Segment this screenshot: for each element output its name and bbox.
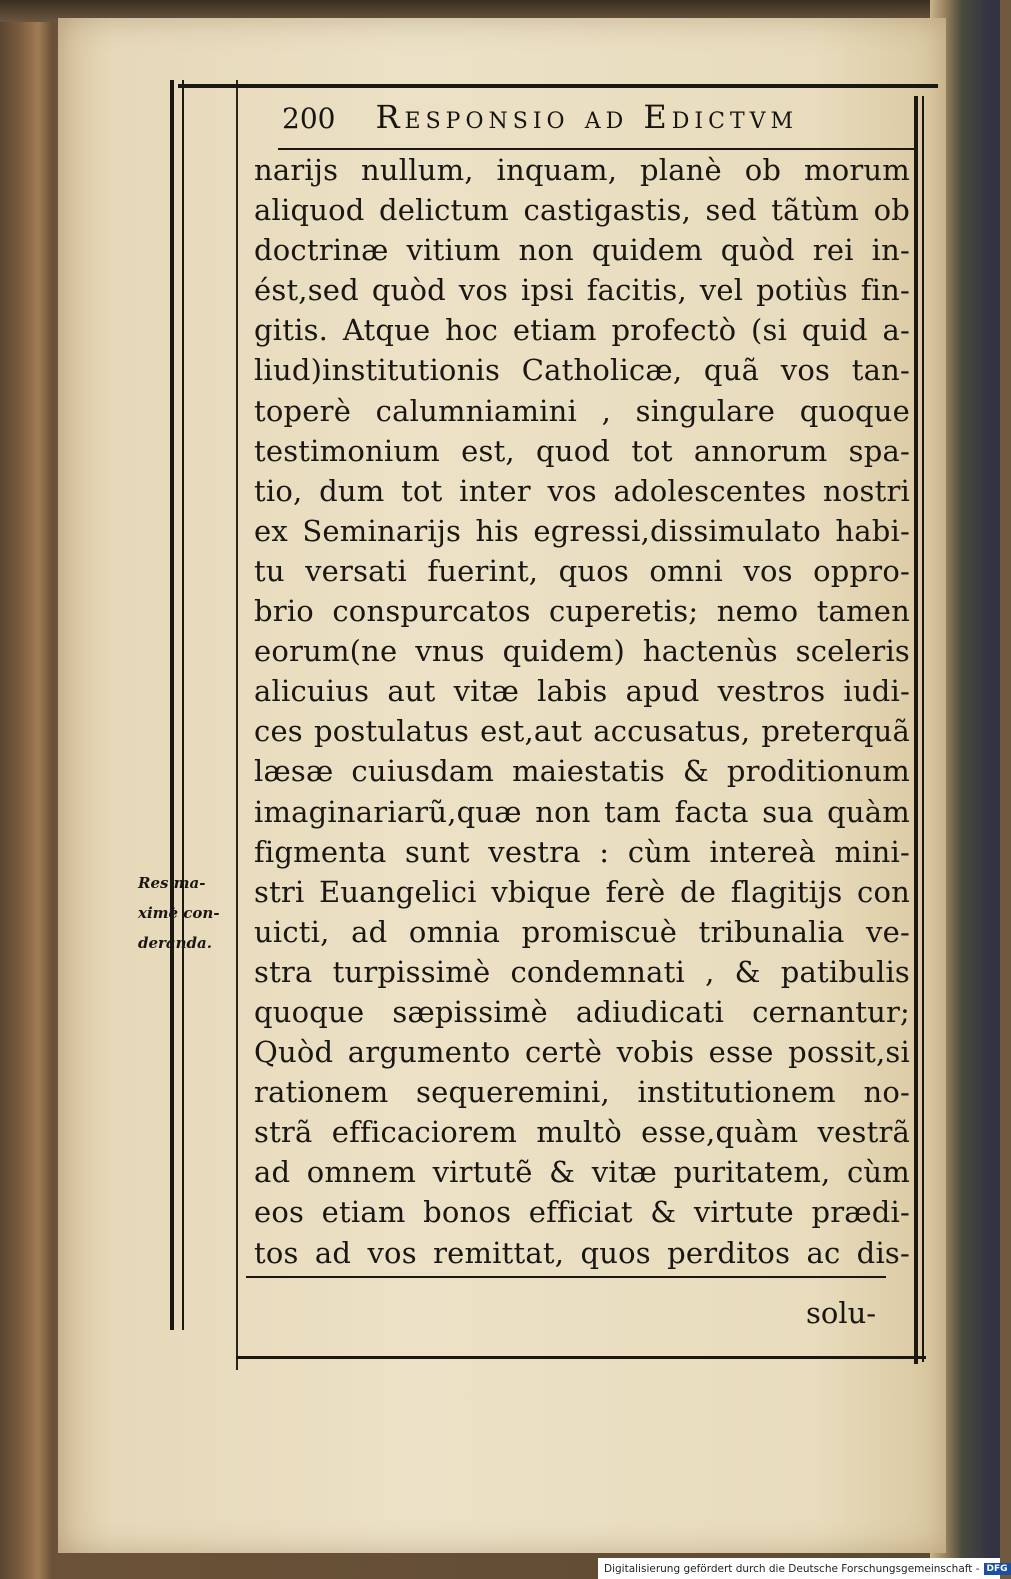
page-number: 200 xyxy=(282,102,336,135)
text-line: uicti, ad omnia promiscuè tribunalia ve- xyxy=(254,914,910,949)
text-line: narijs nullum, inquam, planè ob morum xyxy=(254,153,910,187)
text-line: rationem sequeremini, institutionem no- xyxy=(254,1075,910,1110)
text-line: figmenta sunt vestra : cùm intereà mini- xyxy=(254,834,910,869)
marginal-note xyxy=(138,868,248,958)
text-line: alicuius aut vitæ labis apud vestros iudi- xyxy=(254,674,910,709)
text-line: tio, dum tot inter vos adolescentes nostri xyxy=(254,473,910,508)
text-line: stri Euangelici vbique ferè de flagitijs con xyxy=(254,874,910,909)
text-line: aliquod delictum castigastis, sed tãtùm ob xyxy=(254,193,910,228)
text-line: ex Seminarijs his egressi,dissimulato habi- xyxy=(254,513,910,548)
text-line: læsæ cuiusdam maiestatis & proditionum xyxy=(254,754,910,789)
text-line: eorum(ne vnus quidem) hactenùs sceleris xyxy=(254,634,910,669)
text-line: Quòd argumento certè vobis esse possit,si xyxy=(254,1035,910,1070)
marginal-note-line: Res ma- xyxy=(138,874,206,892)
running-title: Responsio ad Edictvm xyxy=(375,98,799,136)
running-head xyxy=(282,98,912,144)
text-line: ést,sed quòd vos ipsi facitis, vel potiùs fin- xyxy=(254,273,910,308)
marginal-note-line: ximè con- xyxy=(138,904,220,922)
text-line: testimonium est, quod tot annorum spa- xyxy=(254,433,910,468)
dfg-logo-icon: DFG xyxy=(984,1563,1011,1575)
text-line: quoque sæpissimè adiudicati cernantur; xyxy=(254,994,910,1029)
text-line: tos ad vos remittat, quos perditos ac dis- xyxy=(254,1235,910,1270)
text-line: doctrinæ vitium non quidem quòd rei in- xyxy=(254,233,910,268)
text-line: stra turpissimè condemnati , & patibulis xyxy=(254,954,910,989)
marginal-note-line: deranda. xyxy=(138,934,212,952)
text-line: gitis. Atque hoc etiam profectò (si quid a- xyxy=(254,313,910,348)
frame-right-rule-outer xyxy=(922,96,924,1362)
catchword-rule xyxy=(246,1276,886,1278)
text-line: ces postulatus est,aut accusatus, preterquã xyxy=(254,714,910,749)
text-line: strã efficaciorem multò esse,quàm vestrã xyxy=(254,1115,910,1150)
frame-top-rule xyxy=(178,84,938,88)
text-line: eos etiam bonos efficiat & virtute prædi- xyxy=(254,1195,910,1230)
catchword: solu- xyxy=(806,1296,877,1330)
text-line: liud)institutionis Catholicæ, quã vos tan- xyxy=(254,353,910,388)
text-line: imaginariarũ,quæ non tam facta sua quàm xyxy=(254,794,910,829)
text-line: tu versati fuerint, quos omni vos oppro- xyxy=(254,553,910,588)
frame-inner-rule xyxy=(236,80,238,1370)
frame-left-rule xyxy=(170,80,184,1330)
frame-right-rule xyxy=(914,96,918,1364)
text-line: brio conspurcatos cuperetis; nemo tamen xyxy=(254,594,910,629)
footer-credit: Digitalisierung gefördert durch die Deutsche Forschungsgemeinschaft - xyxy=(604,1562,980,1575)
text-line: ad omnem virtutẽ & vitæ puritatem, cùm xyxy=(254,1155,910,1190)
text-line: toperè calumniamini , singulare quoque xyxy=(254,393,910,428)
digitization-footer xyxy=(598,1558,1008,1579)
frame-bottom-rule xyxy=(236,1356,926,1359)
body-text xyxy=(254,150,910,1273)
